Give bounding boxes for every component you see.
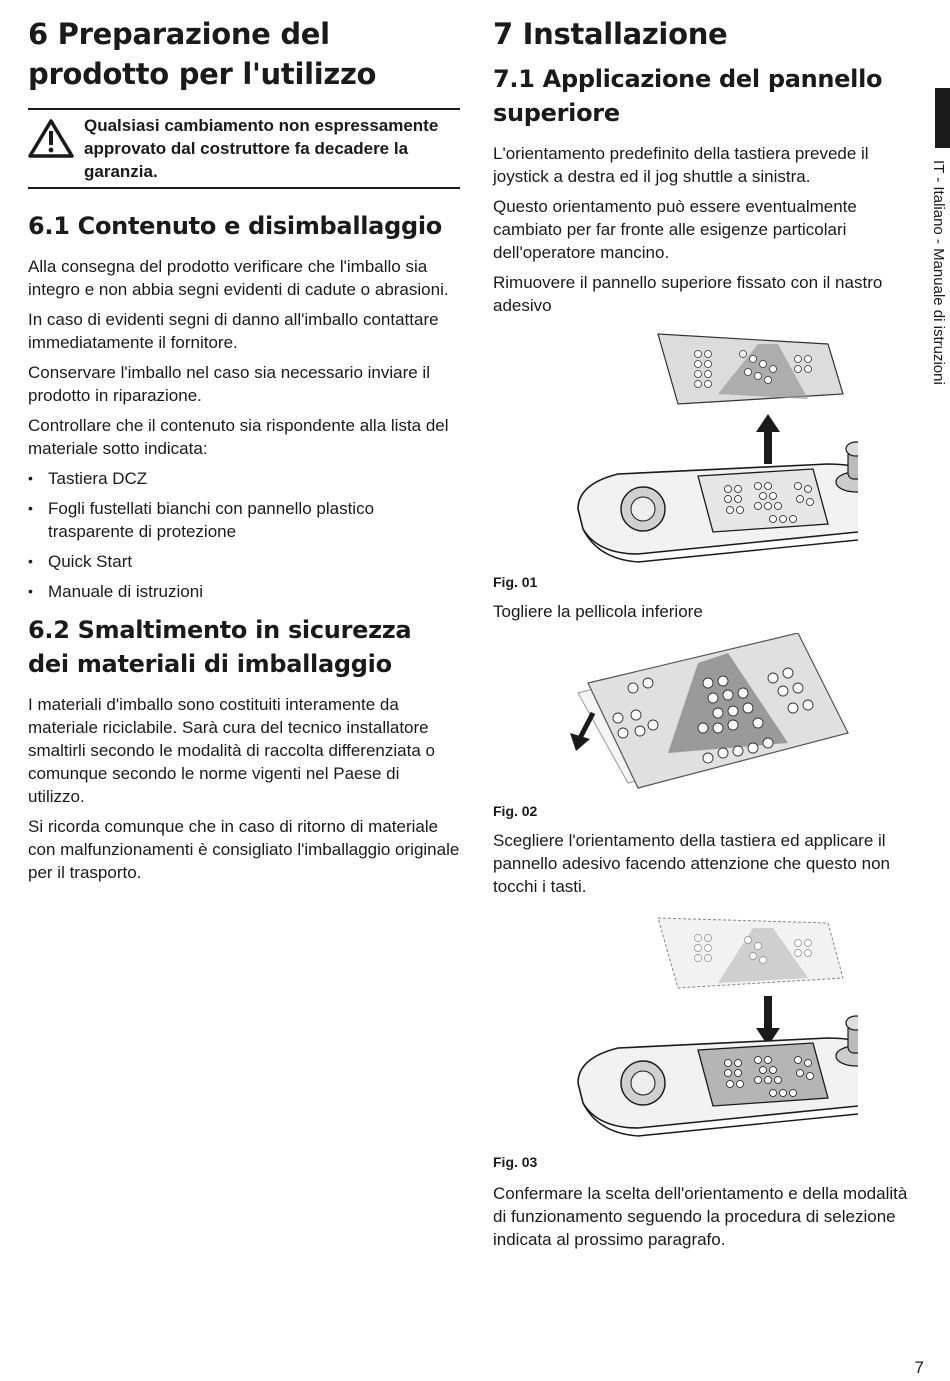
section-6-1-title: 6.1 Contenuto e disimballaggio <box>28 212 442 240</box>
paragraph: Conservare l'imballo nel caso sia necessario inviare il prodotto in riparazione. <box>28 363 430 405</box>
top-panel-illustration <box>658 334 843 404</box>
contents-list <box>28 467 460 603</box>
paragraph: L'orientamento predefinito della tastiera prevede il joystick a destra ed il jog shuttle a sinistra. <box>493 144 869 186</box>
section-7-title: 7 Installazione <box>493 17 728 51</box>
warning-text: Qualsiasi cambiamento non espressamente approvato dal costruttore fa decadere la garanzia. <box>84 116 439 181</box>
paragraph: Si ricorda comunque che in caso di ritorno di materiale con malfunzionamenti è consigliato l'imballaggio originale per il trasporto. <box>28 817 460 882</box>
list-item: • Fogli fustellati bianchi con pannello plastico trasparente di protezione <box>28 497 460 543</box>
side-label: IT - Italiano - Manuale di istruzioni <box>930 160 947 385</box>
figure-01-label: Fig. 01 <box>493 574 538 590</box>
arrow-down-icon <box>756 996 780 1046</box>
arrow-up-icon <box>756 414 780 464</box>
section-6-2-title: 6.2 Smaltimento in sicurezza dei materiali di imballaggio <box>28 616 412 678</box>
paragraph: Controllare che il contenuto sia rispondente alla lista del materiale sotto indicata: <box>28 416 449 458</box>
paragraph: Questo orientamento può essere eventualmente cambiato per far fronte alle esigenze particolari dell'operatore mancino. <box>493 197 857 262</box>
figure-03-panel-application <box>558 908 858 1148</box>
list-item: • Manuale di istruzioni <box>28 580 460 603</box>
keyboard-illustration <box>578 1016 858 1136</box>
figure-02-label: Fig. 02 <box>493 803 538 819</box>
figure-02-film-removal <box>558 633 858 793</box>
figure-01-keyboard-panel-removal <box>558 324 858 574</box>
left-column <box>28 14 460 891</box>
figure-03-label: Fig. 03 <box>493 1154 538 1170</box>
warning-icon <box>28 118 74 158</box>
warning-box <box>28 108 460 189</box>
paragraph: Alla consegna del prodotto verificare che l'imballo sia integro e non abbia segni evidenti di cadute o abrasioni. <box>28 257 449 299</box>
paragraph: I materiali d'imballo sono costituiti interamente da materiale riciclabile. Sarà cura del tecnico installatore smaltirli secondo le modalità di raccolta differenziata o comunque secondo le norme vigenti nel Paese di utilizzo. <box>28 695 435 806</box>
paragraph: In caso di evidenti segni di danno all'imballo contattare immediatamente il fornitore. <box>28 310 439 352</box>
keyboard-illustration <box>578 442 858 562</box>
paragraph: Togliere la pellicola inferiore <box>493 602 703 621</box>
section-6-title: 6 Preparazione del prodotto per l'utilizzo <box>28 17 377 91</box>
right-column <box>493 14 923 1258</box>
paragraph: Confermare la scelta dell'orientamento e della modalità di funzionamento seguendo la procedura di selezione indicata al prossimo paragrafo. <box>493 1184 908 1249</box>
page-number: 7 <box>914 1358 924 1377</box>
section-7-1-title: 7.1 Applicazione del pannello superiore <box>493 65 883 127</box>
arrow-down-left-icon <box>570 713 593 751</box>
adhesive-panel-illustration <box>658 918 843 988</box>
paragraph: Scegliere l'orientamento della tastiera ed applicare il pannello adesivo facendo attenzione che questo non tocchi i tasti. <box>493 831 890 896</box>
paragraph: Rimuovere il pannello superiore fissato con il nastro adesivo <box>493 273 883 315</box>
language-tab-marker <box>935 88 950 148</box>
list-item: • Tastiera DCZ <box>28 467 460 490</box>
list-item: • Quick Start <box>28 550 460 573</box>
